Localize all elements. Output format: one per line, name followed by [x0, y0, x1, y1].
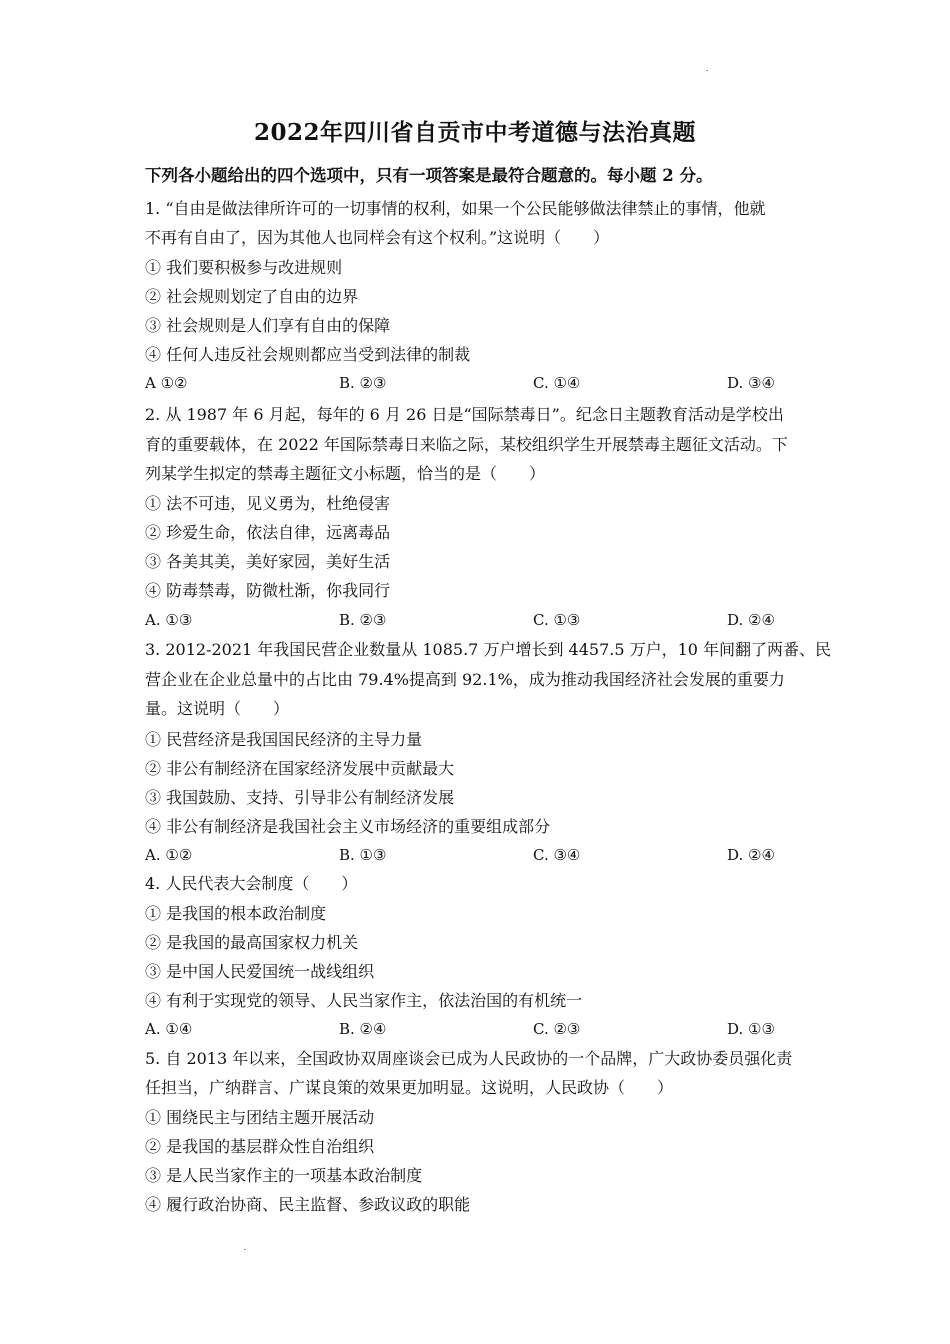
q4-item: ③ 是中国人民爱国统一战线组织 — [145, 962, 375, 981]
q1-options — [145, 373, 805, 393]
q3-stem-line: 营企业在企业总量中的占比由 79.4%提高到 92.1%，成为推动我国经济社会发展的重要力 — [145, 670, 785, 689]
q1-item: ④ 任何人违反社会规则都应当受到法律的制裁 — [145, 345, 471, 364]
q2-stem-line: 列某学生拟定的禁毒主题征文小标题，恰当的是（ ） — [145, 464, 546, 483]
q3-item: ③ 我国鼓励、支持、引导非公有制经济发展 — [145, 788, 455, 807]
q4-item: ④ 有利于实现党的领导、人民当家作主，依法治国的有机统一 — [145, 991, 583, 1010]
q3-stem-line: 量。这说明（ ） — [145, 699, 290, 718]
option-a: A. ①③ — [145, 611, 193, 629]
option-c: C. ①③ — [533, 611, 581, 629]
q2-stem-line: 育的重要载体，在 2022 年国际禁毒日来临之际，某校组织学生开展禁毒主题征文活动。下 — [145, 435, 788, 454]
q2-item: ③ 各美其美，美好家园，美好生活 — [145, 552, 391, 571]
option-d: D. ③④ — [727, 374, 775, 392]
q4-stem-line: 4. 人民代表大会制度（ ） — [145, 874, 358, 893]
q1-item: ① 我们要积极参与改进规则 — [145, 258, 343, 277]
q3-stem-line: 3. 2012-2021 年我国民营企业数量从 1085.7 万户增长到 4457.5 万户，10 年间翻了两番、民 — [145, 640, 832, 659]
q4-item: ① 是我国的根本政治制度 — [145, 904, 327, 923]
q5-item: ④ 履行政治协商、民主监督、参政议政的职能 — [145, 1195, 471, 1214]
q4-options — [145, 1019, 805, 1039]
option-d: D. ②④ — [727, 846, 775, 864]
section-instruction: 下列各小题给出的四个选项中，只有一项答案是最符合题意的。每小题 2 分。 — [145, 166, 713, 185]
option-a: A. ①④ — [145, 1020, 193, 1038]
scan-speck — [706, 70, 708, 71]
option-b: B. ①③ — [339, 846, 387, 864]
option-b: B. ②③ — [339, 611, 387, 629]
q2-item: ④ 防毒禁毒，防微杜渐，你我同行 — [145, 581, 391, 600]
option-a: A ①② — [145, 374, 188, 392]
q3-item: ④ 非公有制经济是我国社会主义市场经济的重要组成部分 — [145, 817, 551, 836]
option-b: B. ②③ — [339, 374, 387, 392]
q5-stem-line: 任担当，广纳群言、广谋良策的效果更加明显。这说明，人民政协（ ） — [145, 1078, 674, 1097]
q5-item: ① 围绕民主与团结主题开展活动 — [145, 1108, 375, 1127]
q2-options — [145, 610, 805, 630]
option-d: D. ①③ — [727, 1020, 775, 1038]
q3-item: ② 非公有制经济在国家经济发展中贡献最大 — [145, 759, 455, 778]
page-title: 2022年四川省自贡市中考道德与法治真题 — [253, 119, 696, 146]
q1-stem-line: 不再有自由了，因为其他人也同样会有这个权利。”这说明（ ） — [145, 228, 610, 247]
q1-stem-line: 1. “自由是做法律所许可的一切事情的权利，如果一个公民能够做法律禁止的事情，他就 — [145, 199, 766, 218]
q4-item: ② 是我国的最高国家权力机关 — [145, 933, 359, 952]
scan-speck — [244, 1249, 246, 1250]
option-c: C. ①④ — [533, 374, 581, 392]
q1-item: ③ 社会规则是人们享有自由的保障 — [145, 316, 391, 335]
q3-item: ① 民营经济是我国国民经济的主导力量 — [145, 730, 423, 749]
q2-item: ② 珍爱生命，依法自律，远离毒品 — [145, 523, 391, 542]
q1-item: ② 社会规则划定了自由的边界 — [145, 287, 359, 306]
option-c: C. ③④ — [533, 846, 581, 864]
q3-options — [145, 845, 805, 865]
q2-stem-line: 2. 从 1987 年 6 月起，每年的 6 月 26 日是“国际禁毒日”。纪念日主题教育活动是学校出 — [145, 405, 784, 424]
q5-item: ③ 是人民当家作主的一项基本政治制度 — [145, 1166, 423, 1185]
option-a: A. ①② — [145, 846, 193, 864]
option-d: D. ②④ — [727, 611, 775, 629]
option-b: B. ②④ — [339, 1020, 387, 1038]
q5-item: ② 是我国的基层群众性自治组织 — [145, 1137, 375, 1156]
option-c: C. ②③ — [533, 1020, 581, 1038]
q2-item: ① 法不可违，见义勇为，杜绝侵害 — [145, 494, 391, 513]
q5-stem-line: 5. 自 2013 年以来，全国政协双周座谈会已成为人民政协的一个品牌，广大政协委员强化责 — [145, 1049, 793, 1068]
